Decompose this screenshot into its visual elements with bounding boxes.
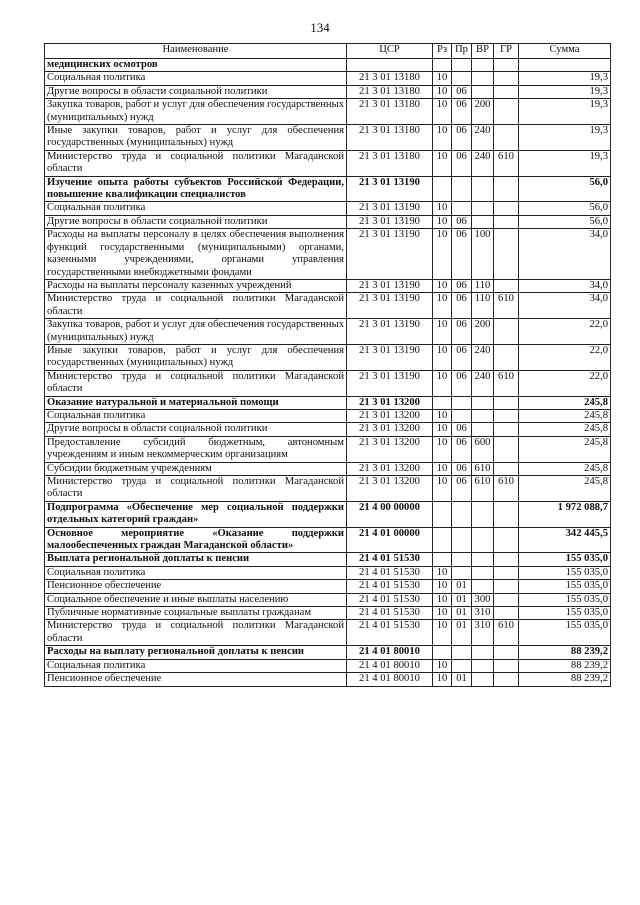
cell-gr bbox=[494, 659, 519, 672]
cell-sum: 155 035,0 bbox=[519, 580, 611, 593]
cell-vr: 240 bbox=[472, 150, 494, 176]
cell-vr: 610 bbox=[472, 462, 494, 475]
cell-name: Пенсионное обеспечение bbox=[45, 580, 347, 593]
cell-vr: 310 bbox=[472, 607, 494, 620]
cell-rz: 10 bbox=[433, 319, 452, 345]
cell-gr bbox=[494, 176, 519, 202]
cell-csr: 21 3 01 13200 bbox=[347, 462, 433, 475]
cell-pr bbox=[452, 659, 472, 672]
cell-rz: 10 bbox=[433, 370, 452, 396]
cell-rz: 10 bbox=[433, 462, 452, 475]
cell-sum: 155 035,0 bbox=[519, 620, 611, 646]
cell-name: медицинских осмотров bbox=[45, 59, 347, 72]
cell-rz bbox=[433, 553, 452, 566]
table-row bbox=[45, 423, 611, 436]
cell-csr: 21 4 01 80010 bbox=[347, 673, 433, 686]
cell-sum: 19,3 bbox=[519, 85, 611, 98]
cell-rz: 10 bbox=[433, 125, 452, 151]
cell-gr bbox=[494, 215, 519, 228]
cell-vr: 240 bbox=[472, 125, 494, 151]
cell-vr: 300 bbox=[472, 593, 494, 606]
table-header-row bbox=[45, 44, 611, 59]
cell-gr: 610 bbox=[494, 620, 519, 646]
table-body bbox=[45, 59, 611, 687]
cell-gr: 610 bbox=[494, 476, 519, 502]
header-sum: Сумма bbox=[519, 44, 611, 59]
cell-rz: 10 bbox=[433, 659, 452, 672]
cell-name: Расходы на выплаты персоналу в целях обеспечения выполнения функций государственными (муниципальными) органами, казенными учреждениями, органами управления государственными внебюджетными фондами bbox=[45, 229, 347, 280]
cell-gr bbox=[494, 607, 519, 620]
cell-vr bbox=[472, 646, 494, 659]
cell-pr: 06 bbox=[452, 150, 472, 176]
cell-csr: 21 4 01 00000 bbox=[347, 527, 433, 553]
cell-rz: 10 bbox=[433, 593, 452, 606]
cell-vr bbox=[472, 673, 494, 686]
cell-gr bbox=[494, 125, 519, 151]
cell-rz: 10 bbox=[433, 409, 452, 422]
cell-gr bbox=[494, 396, 519, 409]
cell-rz: 10 bbox=[433, 215, 452, 228]
cell-rz: 10 bbox=[433, 85, 452, 98]
budget-table bbox=[44, 43, 611, 687]
cell-name: Министерство труда и социальной политики Магаданской области bbox=[45, 370, 347, 396]
cell-csr: 21 4 01 80010 bbox=[347, 646, 433, 659]
cell-pr bbox=[452, 72, 472, 85]
cell-sum: 342 445,5 bbox=[519, 527, 611, 553]
cell-sum: 34,0 bbox=[519, 229, 611, 280]
cell-sum: 88 239,2 bbox=[519, 673, 611, 686]
cell-csr: 21 3 01 13190 bbox=[347, 202, 433, 215]
cell-sum: 245,8 bbox=[519, 423, 611, 436]
table-row bbox=[45, 527, 611, 553]
table-row bbox=[45, 436, 611, 462]
cell-gr bbox=[494, 409, 519, 422]
cell-pr bbox=[452, 566, 472, 579]
cell-rz: 10 bbox=[433, 436, 452, 462]
cell-pr: 06 bbox=[452, 99, 472, 125]
table-row bbox=[45, 566, 611, 579]
cell-name: Министерство труда и социальной политики Магаданской области bbox=[45, 293, 347, 319]
cell-rz: 10 bbox=[433, 423, 452, 436]
cell-pr: 06 bbox=[452, 319, 472, 345]
cell-gr: 610 bbox=[494, 150, 519, 176]
cell-name: Социальное обеспечение и иные выплаты населению bbox=[45, 593, 347, 606]
table-row bbox=[45, 176, 611, 202]
cell-rz: 10 bbox=[433, 279, 452, 292]
cell-vr bbox=[472, 176, 494, 202]
cell-name: Закупка товаров, работ и услуг для обеспечения государственных (муниципальных) нужд bbox=[45, 99, 347, 125]
cell-sum: 245,8 bbox=[519, 436, 611, 462]
cell-sum: 155 035,0 bbox=[519, 607, 611, 620]
cell-name: Публичные нормативные социальные выплаты гражданам bbox=[45, 607, 347, 620]
cell-sum: 88 239,2 bbox=[519, 646, 611, 659]
cell-pr bbox=[452, 409, 472, 422]
cell-gr: 610 bbox=[494, 370, 519, 396]
cell-sum: 155 035,0 bbox=[519, 593, 611, 606]
table-row bbox=[45, 125, 611, 151]
cell-gr bbox=[494, 319, 519, 345]
cell-gr bbox=[494, 580, 519, 593]
table-row bbox=[45, 59, 611, 72]
cell-name: Пенсионное обеспечение bbox=[45, 673, 347, 686]
cell-pr: 06 bbox=[452, 370, 472, 396]
cell-name: Подпрограмма «Обеспечение мер социальной поддержки отдельных категорий граждан» bbox=[45, 501, 347, 527]
cell-pr: 01 bbox=[452, 593, 472, 606]
table-row bbox=[45, 462, 611, 475]
cell-csr: 21 3 01 13200 bbox=[347, 476, 433, 502]
table-row bbox=[45, 607, 611, 620]
table-row bbox=[45, 501, 611, 527]
table-row bbox=[45, 580, 611, 593]
cell-gr bbox=[494, 72, 519, 85]
page-number: 134 bbox=[310, 20, 330, 35]
cell-sum bbox=[519, 59, 611, 72]
cell-sum: 19,3 bbox=[519, 150, 611, 176]
cell-rz: 10 bbox=[433, 476, 452, 502]
table-row bbox=[45, 319, 611, 345]
table-row bbox=[45, 293, 611, 319]
cell-pr: 06 bbox=[452, 229, 472, 280]
table-row bbox=[45, 85, 611, 98]
cell-name: Субсидии бюджетным учреждениям bbox=[45, 462, 347, 475]
table-row bbox=[45, 150, 611, 176]
cell-pr bbox=[452, 396, 472, 409]
cell-sum: 1 972 088,7 bbox=[519, 501, 611, 527]
cell-csr: 21 3 01 13190 bbox=[347, 344, 433, 370]
cell-name: Министерство труда и социальной политики Магаданской области bbox=[45, 476, 347, 502]
cell-rz: 10 bbox=[433, 607, 452, 620]
cell-name: Другие вопросы в области социальной политики bbox=[45, 85, 347, 98]
cell-gr bbox=[494, 501, 519, 527]
cell-vr bbox=[472, 501, 494, 527]
cell-name: Выплата региональной доплаты к пенсии bbox=[45, 553, 347, 566]
header-vr: ВР bbox=[472, 44, 494, 59]
cell-csr: 21 3 01 13190 bbox=[347, 370, 433, 396]
cell-gr bbox=[494, 436, 519, 462]
cell-name: Предоставление субсидий бюджетным, автономным учреждениям и иным некоммерческим организациям bbox=[45, 436, 347, 462]
cell-csr: 21 3 01 13200 bbox=[347, 423, 433, 436]
cell-vr bbox=[472, 580, 494, 593]
cell-rz bbox=[433, 59, 452, 72]
cell-vr bbox=[472, 409, 494, 422]
cell-vr bbox=[472, 396, 494, 409]
cell-csr: 21 4 01 51530 bbox=[347, 566, 433, 579]
cell-gr bbox=[494, 553, 519, 566]
cell-gr bbox=[494, 646, 519, 659]
cell-name: Социальная политика bbox=[45, 566, 347, 579]
cell-vr: 240 bbox=[472, 344, 494, 370]
cell-pr: 01 bbox=[452, 580, 472, 593]
cell-name: Министерство труда и социальной политики Магаданской области bbox=[45, 150, 347, 176]
cell-name: Иные закупки товаров, работ и услуг для обеспечения государственных (муниципальных) нужд bbox=[45, 125, 347, 151]
table-row bbox=[45, 476, 611, 502]
cell-name: Основное мероприятие «Оказание поддержки малообеспеченных граждан Магаданской области» bbox=[45, 527, 347, 553]
table-row bbox=[45, 673, 611, 686]
cell-pr bbox=[452, 59, 472, 72]
cell-rz: 10 bbox=[433, 580, 452, 593]
cell-csr: 21 3 01 13180 bbox=[347, 125, 433, 151]
cell-vr: 240 bbox=[472, 370, 494, 396]
cell-vr bbox=[472, 72, 494, 85]
cell-pr: 06 bbox=[452, 462, 472, 475]
cell-name: Оказание натуральной и материальной помощи bbox=[45, 396, 347, 409]
cell-gr bbox=[494, 202, 519, 215]
cell-name: Социальная политика bbox=[45, 409, 347, 422]
cell-rz: 10 bbox=[433, 99, 452, 125]
cell-csr: 21 4 01 51530 bbox=[347, 620, 433, 646]
cell-sum: 19,3 bbox=[519, 125, 611, 151]
cell-rz bbox=[433, 501, 452, 527]
cell-name: Социальная политика bbox=[45, 72, 347, 85]
table-row bbox=[45, 215, 611, 228]
cell-vr bbox=[472, 423, 494, 436]
cell-sum: 56,0 bbox=[519, 215, 611, 228]
cell-sum: 19,3 bbox=[519, 99, 611, 125]
cell-pr: 06 bbox=[452, 215, 472, 228]
cell-csr: 21 3 01 13180 bbox=[347, 85, 433, 98]
cell-vr: 200 bbox=[472, 99, 494, 125]
cell-vr bbox=[472, 215, 494, 228]
table-row bbox=[45, 646, 611, 659]
cell-csr: 21 3 01 13190 bbox=[347, 279, 433, 292]
cell-sum: 155 035,0 bbox=[519, 566, 611, 579]
cell-rz: 10 bbox=[433, 293, 452, 319]
cell-name: Министерство труда и социальной политики Магаданской области bbox=[45, 620, 347, 646]
cell-pr: 06 bbox=[452, 293, 472, 319]
cell-sum: 245,8 bbox=[519, 462, 611, 475]
cell-sum: 56,0 bbox=[519, 202, 611, 215]
cell-csr: 21 4 01 51530 bbox=[347, 607, 433, 620]
cell-rz: 10 bbox=[433, 344, 452, 370]
cell-csr: 21 3 01 13190 bbox=[347, 293, 433, 319]
cell-vr bbox=[472, 202, 494, 215]
cell-pr: 06 bbox=[452, 344, 472, 370]
cell-sum: 155 035,0 bbox=[519, 553, 611, 566]
cell-csr: 21 4 00 00000 bbox=[347, 501, 433, 527]
cell-pr: 06 bbox=[452, 436, 472, 462]
cell-pr bbox=[452, 501, 472, 527]
cell-sum: 34,0 bbox=[519, 293, 611, 319]
table-row bbox=[45, 659, 611, 672]
cell-pr: 06 bbox=[452, 279, 472, 292]
cell-vr: 600 bbox=[472, 436, 494, 462]
cell-csr: 21 3 01 13200 bbox=[347, 436, 433, 462]
cell-gr bbox=[494, 673, 519, 686]
cell-name: Социальная политика bbox=[45, 659, 347, 672]
cell-rz: 10 bbox=[433, 673, 452, 686]
cell-rz: 10 bbox=[433, 620, 452, 646]
cell-csr: 21 3 01 13190 bbox=[347, 215, 433, 228]
cell-sum: 245,8 bbox=[519, 409, 611, 422]
header-name: Наименование bbox=[45, 44, 347, 59]
header-gr: ГР bbox=[494, 44, 519, 59]
cell-pr bbox=[452, 553, 472, 566]
cell-gr bbox=[494, 344, 519, 370]
cell-pr bbox=[452, 646, 472, 659]
cell-name: Другие вопросы в области социальной политики bbox=[45, 423, 347, 436]
cell-rz: 10 bbox=[433, 72, 452, 85]
cell-sum: 19,3 bbox=[519, 72, 611, 85]
table-row bbox=[45, 202, 611, 215]
cell-rz: 10 bbox=[433, 229, 452, 280]
cell-rz bbox=[433, 527, 452, 553]
cell-gr bbox=[494, 59, 519, 72]
cell-csr: 21 4 01 51530 bbox=[347, 553, 433, 566]
cell-csr: 21 4 01 51530 bbox=[347, 593, 433, 606]
cell-pr: 06 bbox=[452, 476, 472, 502]
cell-gr bbox=[494, 85, 519, 98]
cell-gr bbox=[494, 462, 519, 475]
cell-gr bbox=[494, 527, 519, 553]
cell-rz: 10 bbox=[433, 202, 452, 215]
cell-sum: 88 239,2 bbox=[519, 659, 611, 672]
cell-csr: 21 3 01 13190 bbox=[347, 319, 433, 345]
cell-csr: 21 3 01 13180 bbox=[347, 150, 433, 176]
table-row bbox=[45, 409, 611, 422]
cell-csr: 21 3 01 13180 bbox=[347, 72, 433, 85]
table-row bbox=[45, 553, 611, 566]
cell-sum: 56,0 bbox=[519, 176, 611, 202]
cell-pr: 06 bbox=[452, 85, 472, 98]
cell-vr bbox=[472, 59, 494, 72]
cell-name: Закупка товаров, работ и услуг для обеспечения государственных (муниципальных) нужд bbox=[45, 319, 347, 345]
cell-pr bbox=[452, 176, 472, 202]
table-row bbox=[45, 99, 611, 125]
cell-sum: 22,0 bbox=[519, 344, 611, 370]
table-row bbox=[45, 620, 611, 646]
cell-rz bbox=[433, 646, 452, 659]
cell-pr: 06 bbox=[452, 125, 472, 151]
cell-name: Иные закупки товаров, работ и услуг для обеспечения государственных (муниципальных) нужд bbox=[45, 344, 347, 370]
cell-gr bbox=[494, 229, 519, 280]
table-row bbox=[45, 344, 611, 370]
cell-gr bbox=[494, 99, 519, 125]
table-row bbox=[45, 396, 611, 409]
cell-sum: 34,0 bbox=[519, 279, 611, 292]
cell-sum: 245,8 bbox=[519, 396, 611, 409]
table-row bbox=[45, 229, 611, 280]
cell-gr: 610 bbox=[494, 293, 519, 319]
header-pr: Пр bbox=[452, 44, 472, 59]
cell-name: Социальная политика bbox=[45, 202, 347, 215]
cell-csr: 21 3 01 13180 bbox=[347, 99, 433, 125]
header-csr: ЦСР bbox=[347, 44, 433, 59]
cell-csr: 21 4 01 51530 bbox=[347, 580, 433, 593]
cell-vr: 110 bbox=[472, 279, 494, 292]
cell-name: Расходы на выплаты персоналу казенных учреждений bbox=[45, 279, 347, 292]
cell-rz bbox=[433, 176, 452, 202]
cell-name: Изучение опыта работы субъектов Российской Федерации, повышение квалификации специалистов bbox=[45, 176, 347, 202]
cell-csr: 21 3 01 13200 bbox=[347, 409, 433, 422]
cell-rz: 10 bbox=[433, 566, 452, 579]
table-row bbox=[45, 72, 611, 85]
cell-sum: 245,8 bbox=[519, 476, 611, 502]
cell-vr: 610 bbox=[472, 476, 494, 502]
cell-vr bbox=[472, 85, 494, 98]
cell-gr bbox=[494, 279, 519, 292]
cell-csr: 21 3 01 13190 bbox=[347, 176, 433, 202]
table-row bbox=[45, 370, 611, 396]
cell-vr bbox=[472, 566, 494, 579]
cell-sum: 22,0 bbox=[519, 370, 611, 396]
cell-gr bbox=[494, 593, 519, 606]
cell-rz: 10 bbox=[433, 150, 452, 176]
cell-pr: 01 bbox=[452, 607, 472, 620]
cell-rz bbox=[433, 396, 452, 409]
cell-pr: 06 bbox=[452, 423, 472, 436]
cell-vr: 200 bbox=[472, 319, 494, 345]
cell-pr bbox=[452, 202, 472, 215]
cell-gr bbox=[494, 566, 519, 579]
table-row bbox=[45, 279, 611, 292]
cell-gr bbox=[494, 423, 519, 436]
cell-pr: 01 bbox=[452, 673, 472, 686]
cell-csr: 21 4 01 80010 bbox=[347, 659, 433, 672]
cell-sum: 22,0 bbox=[519, 319, 611, 345]
cell-vr: 100 bbox=[472, 229, 494, 280]
cell-pr bbox=[452, 527, 472, 553]
cell-name: Другие вопросы в области социальной политики bbox=[45, 215, 347, 228]
header-rz: Рз bbox=[433, 44, 452, 59]
cell-vr: 310 bbox=[472, 620, 494, 646]
cell-vr bbox=[472, 659, 494, 672]
cell-pr: 01 bbox=[452, 620, 472, 646]
cell-name: Расходы на выплату региональной доплаты к пенсии bbox=[45, 646, 347, 659]
cell-csr: 21 3 01 13200 bbox=[347, 396, 433, 409]
cell-vr bbox=[472, 553, 494, 566]
cell-csr: 21 3 01 13190 bbox=[347, 229, 433, 280]
table-row bbox=[45, 593, 611, 606]
cell-vr: 110 bbox=[472, 293, 494, 319]
cell-csr bbox=[347, 59, 433, 72]
cell-vr bbox=[472, 527, 494, 553]
